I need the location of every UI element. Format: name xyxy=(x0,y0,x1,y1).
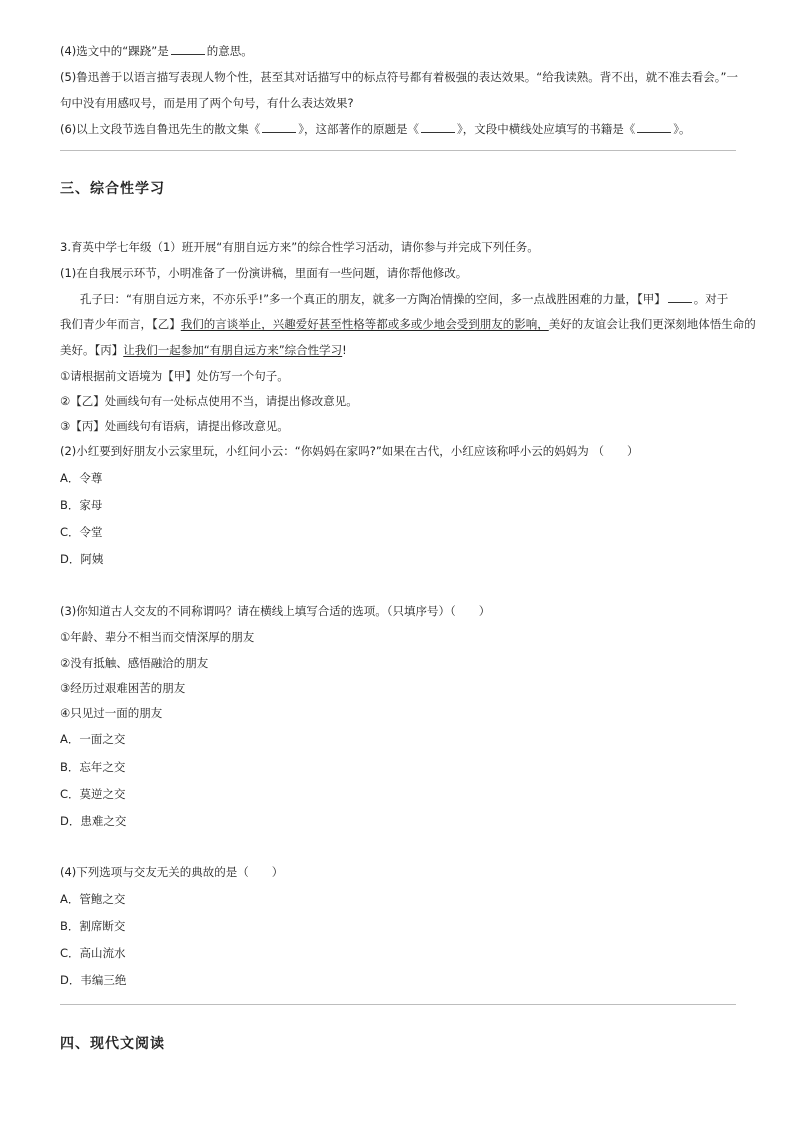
section-divider xyxy=(60,1004,736,1005)
option-c[interactable]: C．令堂 xyxy=(60,525,103,539)
sub-question-3: ③【丙】处画线句有语病，请提出修改意见。 xyxy=(60,419,289,433)
answer-blank xyxy=(637,121,671,133)
question-text: (6)以上文段节选自鲁迅先生的散文集《 xyxy=(60,122,261,136)
option-b[interactable]: B．家母 xyxy=(60,498,103,512)
question-3-2: (2)小红要到好朋友小云家里玩，小红问小云：“你妈妈在家吗?”如果在古代，小红应该称呼小云的妈妈为 （ ） xyxy=(60,444,639,458)
passage-text: 孔子曰：“有朋自远方来，不亦乐乎!”多一个真正的朋友，就多一方陶冶情操的空间，多一点战胜困难的力量，【甲】 xyxy=(80,292,666,306)
question-text: 》。 xyxy=(673,122,691,136)
underlined-sentence-bing: 让我们一起参加“有朋自远方来”综合性学习 xyxy=(123,343,343,357)
answer-blank xyxy=(262,121,296,133)
question-text: 的意思。 xyxy=(206,44,253,58)
question-3-intro: 3.育英中学七年级（1）班开展“有朋自远方来”的综合性学习活动，请你参与并完成下列任务。 xyxy=(60,240,539,254)
answer-blank xyxy=(171,43,205,55)
underlined-sentence-yi: 我们的言谈举止，兴趣爱好甚至性格等都或多或少地会受到朋友的影响， xyxy=(180,317,549,331)
option-c[interactable]: C．莫逆之交 xyxy=(60,787,126,801)
passage-text: 美好的友谊会让我们更深刻地体悟生命的 xyxy=(548,317,756,331)
option-a[interactable]: A．令尊 xyxy=(60,471,103,485)
section-divider xyxy=(60,150,736,151)
option-b[interactable]: B．割席断交 xyxy=(60,919,126,933)
passage-line-2 xyxy=(60,316,756,332)
answer-blank xyxy=(668,291,692,303)
option-d[interactable]: D．韦编三绝 xyxy=(60,973,127,987)
question-text: (4)选文中的“踝跷”是 xyxy=(60,44,169,58)
option-d[interactable]: D．患难之交 xyxy=(60,814,127,828)
passage-text: 。对于 xyxy=(693,292,729,306)
passage-line-1 xyxy=(80,291,728,307)
question-text: 》，这部著作的原题是《 xyxy=(298,122,420,136)
list-item: ③经历过艰难困苦的朋友 xyxy=(60,681,186,695)
option-c[interactable]: C．高山流水 xyxy=(60,946,126,960)
sub-question-1: ①请根据前文语境为【甲】处仿写一个句子。 xyxy=(60,369,289,383)
question-5-line-1: (5)鲁迅善于以语言描写表现人物个性，甚至其对话描写中的标点符号都有着极强的表达效果。“给我读熟。背不出，就不准去看会。”一 xyxy=(60,70,738,84)
option-d[interactable]: D．阿姨 xyxy=(60,552,104,566)
passage-text: 我们青少年而言，【乙】 xyxy=(60,317,181,331)
list-item: ①年龄、辈分不相当而交情深厚的朋友 xyxy=(60,630,255,644)
question-5-line-2: 句中没有用感叹号，而是用了两个句号，有什么表达效果? xyxy=(60,96,354,110)
option-b[interactable]: B．忘年之交 xyxy=(60,760,126,774)
list-item: ④只见过一面的朋友 xyxy=(60,706,163,720)
question-4-explain-word xyxy=(60,43,253,59)
list-item: ②没有抵触、感悟融洽的朋友 xyxy=(60,656,209,670)
option-a[interactable]: A．管鲍之交 xyxy=(60,892,126,906)
question-text: 》，文段中横线处应填写的书籍是《 xyxy=(457,122,636,136)
answer-blank xyxy=(421,121,455,133)
passage-text: 美好。【丙】 xyxy=(60,343,124,357)
passage-text: ! xyxy=(342,343,347,357)
passage-line-3 xyxy=(60,342,347,358)
sub-question-2: ②【乙】处画线句有一处标点使用不当，请提出修改意见。 xyxy=(60,394,358,408)
question-3-4: (4)下列选项与交友无关的典故的是（ ） xyxy=(60,865,284,879)
question-3-1: (1)在自我展示环节，小明准备了一份演讲稿，里面有一些问题，请你帮他修改。 xyxy=(60,266,468,280)
question-6-book-titles xyxy=(60,121,691,137)
option-a[interactable]: A．一面之交 xyxy=(60,732,126,746)
question-3-3: (3)你知道古人交友的不同称谓吗？请在横线上填写合适的选项。（只填序号）（ ） xyxy=(60,604,491,618)
section-heading-4: 四、现代文阅读 xyxy=(60,1036,165,1052)
section-heading-3: 三、综合性学习 xyxy=(60,181,165,197)
